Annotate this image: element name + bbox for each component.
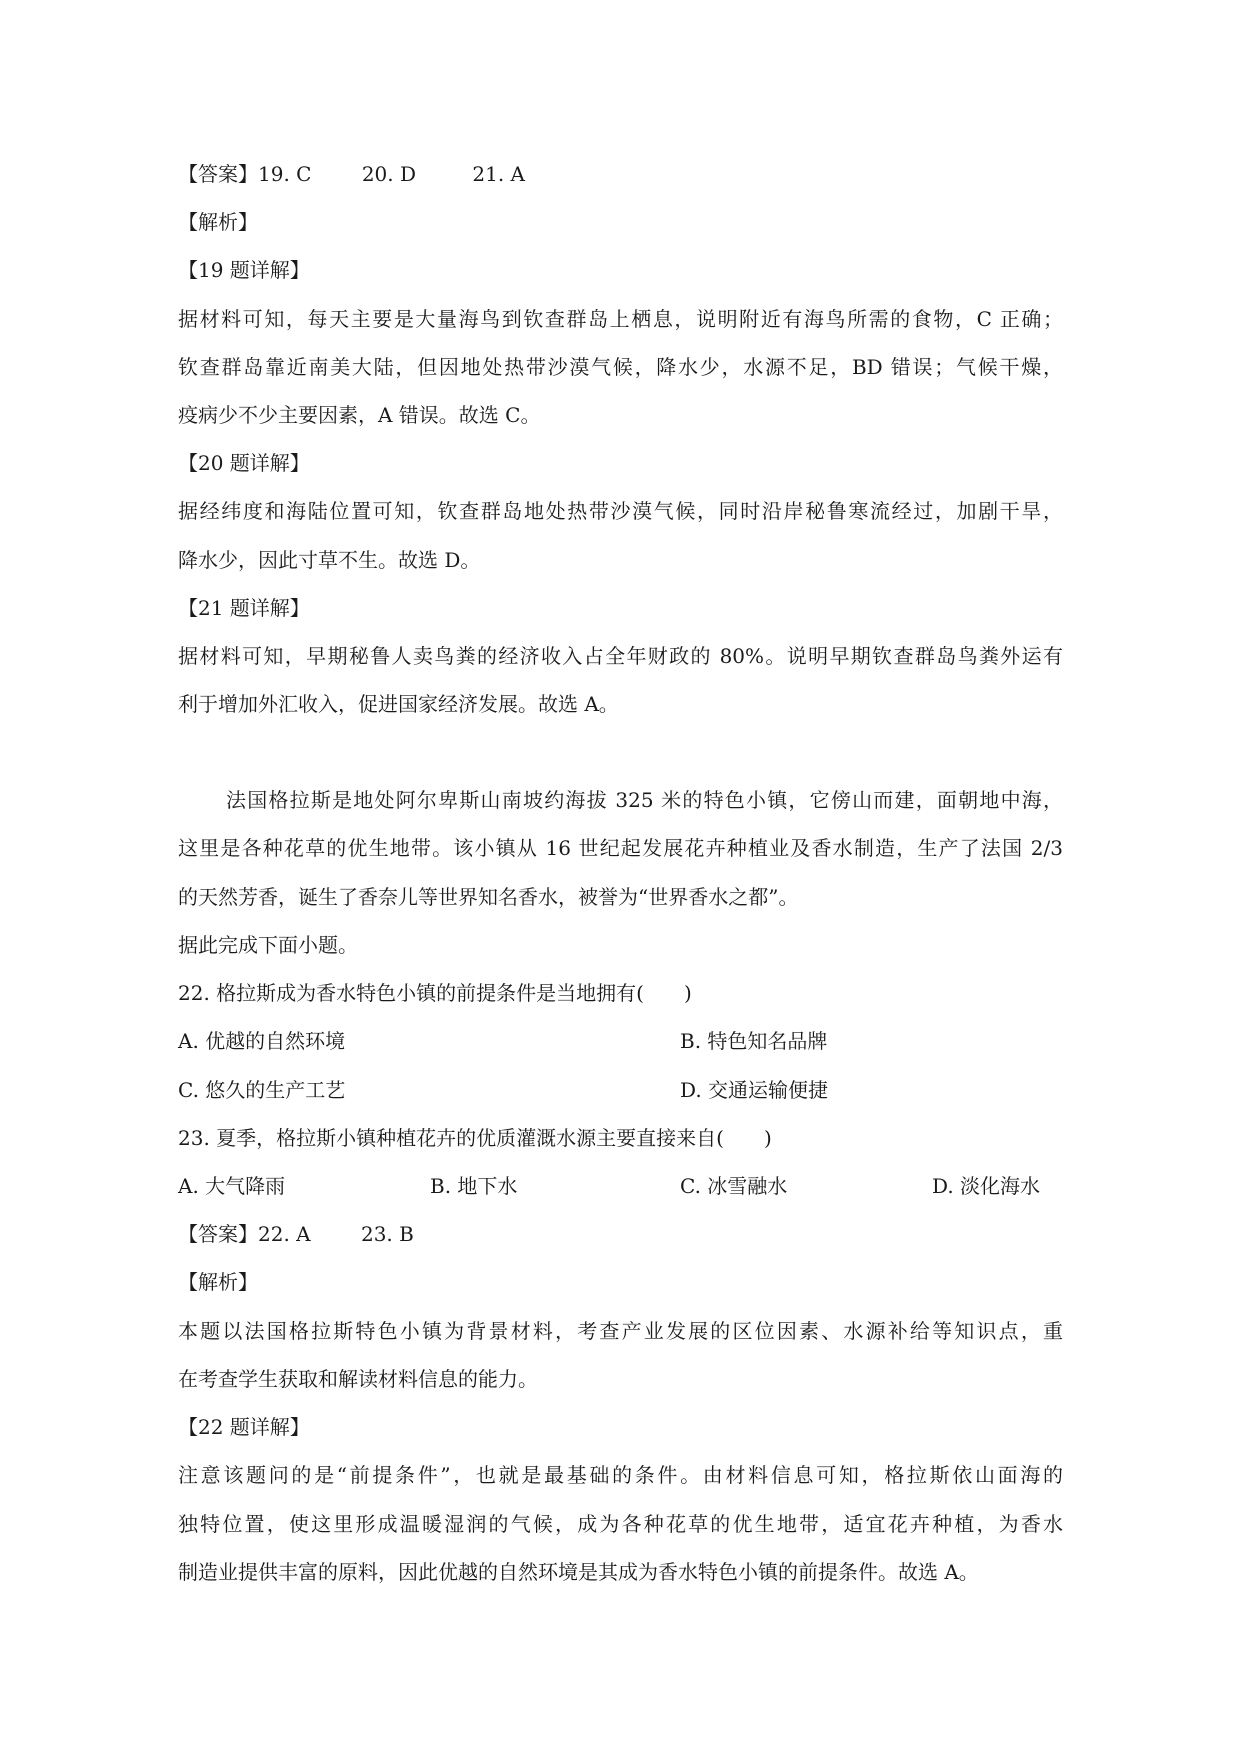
q22-detail-heading: 【22 题详解】 [178,1415,310,1439]
q23-option-d: D. 淡化海水 [932,1174,1041,1198]
q20-line-2: 降水少，因此寸草不生。故选 D。 [178,548,481,572]
q21-line-1: 据材料可知，早期秘鲁人卖鸟粪的经济收入占全年财政的 80%。说明早期钦查群岛鸟粪外运有 [178,644,1063,668]
material-line-1: 法国格拉斯是地处阿尔卑斯山南坡约海拔 325 米的特色小镇，它傍山而建，面朝地中海， [226,788,1063,812]
q20-line-1: 据经纬度和海陆位置可知，钦查群岛地处热带沙漠气候，同时沿岸秘鲁寒流经过，加剧干旱， [178,499,1063,523]
analysis2-label: 【解析】 [178,1270,258,1294]
answer-23: 23. B [360,1222,414,1246]
answer-20: 20. D [361,162,417,186]
q20-heading: 【20 题详解】 [178,451,310,475]
q22-detail-line-1: 注意该题问的是“前提条件”，也就是最基础的条件。由材料信息可知，格拉斯依山面海的 [178,1463,1063,1487]
q22-detail-line-2: 独特位置，使这里形成温暖湿润的气候，成为各种花草的优生地带，适宜花卉种植，为香水 [178,1512,1063,1536]
q22-option-d: D. 交通运输便捷 [680,1078,829,1102]
q23-option-b: B. 地下水 [430,1174,518,1198]
q22-option-b: B. 特色知名品牌 [680,1029,828,1053]
answer-label: 【答案】 [178,1222,258,1246]
q23-stem: 23. 夏季，格拉斯小镇种植花卉的优质灌溉水源主要直接来自( ) [178,1126,772,1150]
answer-line-22-23 [178,1220,414,1248]
answer-22: 22. A [258,1222,311,1246]
q22-detail-line-3: 制造业提供丰富的原料，因此优越的自然环境是其成为香水特色小镇的前提条件。故选 A。 [178,1560,979,1584]
answer-line-19-21 [178,160,525,188]
answer-19: 19. C [258,162,312,186]
q22-option-a: A. 优越的自然环境 [178,1029,346,1053]
q21-heading: 【21 题详解】 [178,596,310,620]
answer-label: 【答案】 [178,162,258,186]
q23-option-c: C. 冰雪融水 [680,1174,788,1198]
answer-21: 21. A [472,162,525,186]
analysis2-line-2: 在考查学生获取和解读材料信息的能力。 [178,1367,538,1391]
q22-stem: 22. 格拉斯成为香水特色小镇的前提条件是当地拥有( ) [178,981,692,1005]
analysis2-line-1: 本题以法国格拉斯特色小镇为背景材料，考查产业发展的区位因素、水源补给等知识点，重 [178,1319,1063,1343]
q19-line-1: 据材料可知，每天主要是大量海鸟到钦查群岛上栖息，说明附近有海鸟所需的食物，C 正确； [178,307,1063,331]
q21-line-2: 利于增加外汇收入，促进国家经济发展。故选 A。 [178,692,619,716]
q19-heading: 【19 题详解】 [178,258,310,282]
material-line-2: 这里是各种花草的优生地带。该小镇从 16 世纪起发展花卉种植业及香水制造，生产了法国 2/3 [178,836,1063,860]
material-instruction: 据此完成下面小题。 [178,933,358,957]
q19-line-2: 钦查群岛靠近南美大陆，但因地处热带沙漠气候，降水少，水源不足，BD 错误；气候干燥， [178,355,1063,379]
q22-option-c: C. 悠久的生产工艺 [178,1078,346,1102]
q19-line-3: 疫病少不少主要因素，A 错误。故选 C。 [178,403,541,427]
material-line-3: 的天然芳香，诞生了香奈儿等世界知名香水，被誉为“世界香水之都”。 [178,885,799,909]
q23-option-a: A. 大气降雨 [178,1174,286,1198]
analysis-label: 【解析】 [178,210,258,234]
